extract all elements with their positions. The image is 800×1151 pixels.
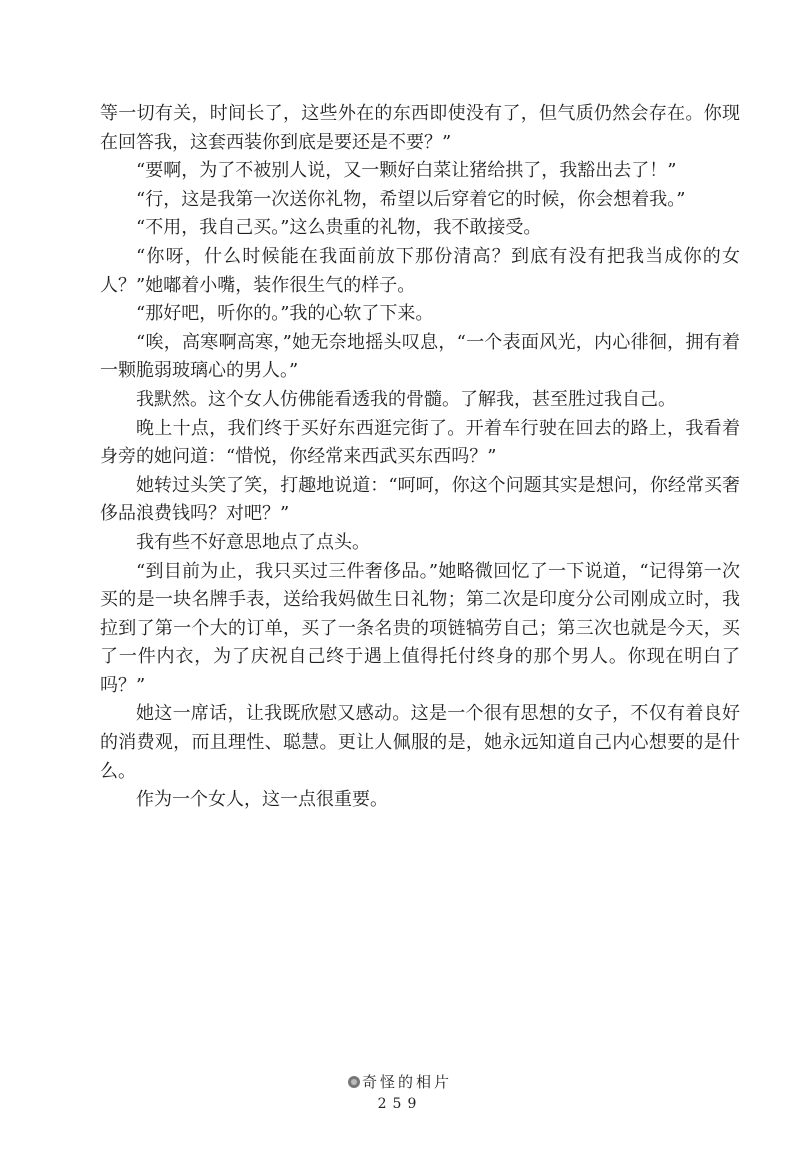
paragraph: 我有些不好意思地点了点头。 [136,531,370,553]
running-footer [0,1071,800,1092]
paragraph: 她转过头笑了笑，打趣地说道：“呵呵，你这个问题其实是想问，你经常买奢侈品浪费钱吗？对吧？” [100,474,740,525]
paragraph: “唉，高寒啊高寒，”她无奈地摇头叹息，“一个表面风光，内心徘徊，拥有着一颗脆弱玻璃心的男人。” [100,331,740,382]
page-number: 259 [377,1096,423,1112]
circle-ornament-icon [348,1076,360,1088]
paragraph: “那好吧，听你的。”我的心软了下来。 [136,303,434,325]
paragraph: “到目前为止，我只买过三件奢侈品。”她略微回忆了一下说道，“记得第一次买的是一块名牌手表，送给我妈做生日礼物；第二次是印度分公司刚成立时，我拉到了第一个大的订单，买了一条名贵的项链犒劳自己；第三次也就是今天，买了一件内衣，为了庆祝自己终于遇上值得托付终身的那个男人。你现在明白了吗？” [100,560,740,696]
paragraph: “不用，我自己买。”这么贵重的礼物，我不敢接受。 [136,217,542,239]
paragraph: 我默然。这个女人仿佛能看透我的骨髓。了解我，甚至胜过我自己。 [136,388,676,410]
paragraph: 等一切有关，时间长了，这些外在的东西即使没有了，但气质仍然会存在。你现在回答我，这套西装你到底是要还是不要？” [100,103,740,153]
body-text [100,100,740,815]
paragraph: “你呀，什么时候能在我面前放下那份清高？到底有没有把我当成你的女人？”她嘟着小嘴，装作很生气的样子。 [100,245,740,296]
paragraph: 作为一个女人，这一点很重要。 [136,789,388,811]
paragraph: “行，这是我第一次送你礼物，希望以后穿着它的时候，你会想着我。” [136,188,686,210]
paragraph: 晚上十点，我们终于买好东西逛完街了。开着车行驶在回去的路上，我看着身旁的她问道：“惜悦，你经常来西武买东西吗？” [100,417,740,468]
paragraph: 她这一席话，让我既欣慰又感动。这是一个很有思想的女子，不仅有着良好的消费观，而且理性、聪慧。更让人佩服的是，她永远知道自己内心想要的是什么。 [100,703,740,782]
book-title: 奇怪的相片 [361,1073,452,1091]
paragraph: “要啊，为了不被别人说，又一颗好白菜让猪给拱了，我豁出去了！” [136,160,677,182]
